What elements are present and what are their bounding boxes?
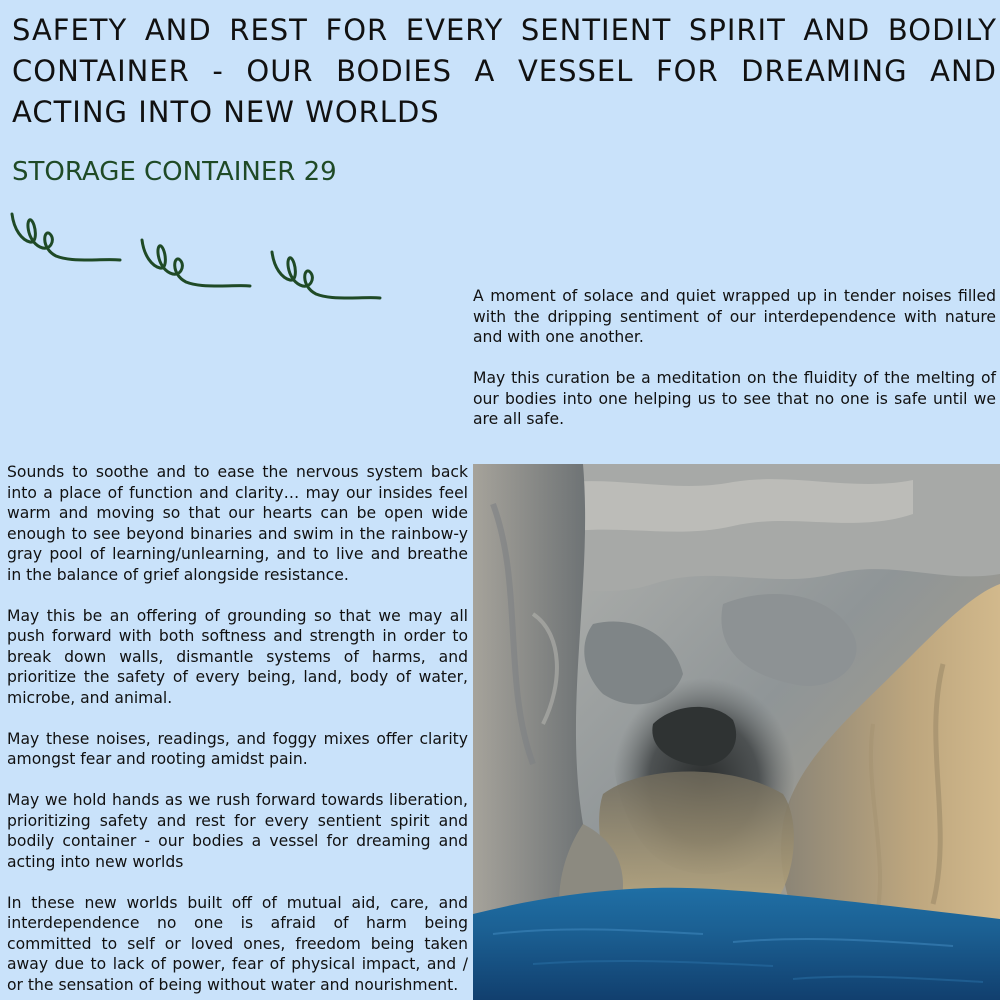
page-subtitle: STORAGE CONTAINER 29 (12, 157, 337, 187)
intro-paragraph: A moment of solace and quiet wrapped up in tender noises filled with the dripping sentiment of our interdependence with nature and with one another. (473, 287, 996, 346)
body-text (7, 462, 468, 995)
squiggle-decoration (0, 200, 400, 310)
body-paragraph: May these noises, readings, and foggy mixes offer clarity amongst fear and rooting amidst pain. (7, 729, 468, 768)
squiggle-2 (142, 240, 250, 286)
page-title: SAFETY AND REST FOR EVERY SENTIENT SPIRIT AND BODILY CONTAINER - OUR BODIES A VESSEL FOR DREAMING AND ACTING INTO NEW WORLDS (12, 13, 997, 129)
intro-paragraph: May this curation be a meditation on the fluidity of the melting of our bodies into one helping us to see that no one is safe until we are all safe. (473, 369, 996, 428)
intro-text (473, 286, 996, 430)
body-paragraph: Sounds to soothe and to ease the nervous system back into a place of function and clarity… may our insides feel warm and moving so that our hearts can be open wide enough to see beyond binaries and swim in the rainbow-y gray pool of learning/unlearning, and to live and breathe in the balance of grief alongside resistance. (7, 463, 468, 584)
body-paragraph: May we hold hands as we rush forward towards liberation, prioritizing safety and rest for every sentient spirit and bodily container - our bodies a vessel for dreaming and acting into new worlds (7, 791, 468, 871)
sea-cave-photo (473, 464, 1000, 1000)
squiggle-3 (272, 252, 380, 298)
body-paragraph: In these new worlds built off of mutual aid, care, and interdependence no one is afraid of harm being committed to self or loved ones, freedom being taken away due to lack of power, fear of physical impact, and / or the sensation of being without water and nourishment. (7, 893, 468, 994)
body-paragraph: May this be an offering of grounding so that we may all push forward with both softness and strength in order to break down walls, dismantle systems of harms, and prioritize the safety of every being, land, body of water, microbe, and animal. (7, 606, 468, 707)
squiggle-1 (12, 214, 120, 260)
